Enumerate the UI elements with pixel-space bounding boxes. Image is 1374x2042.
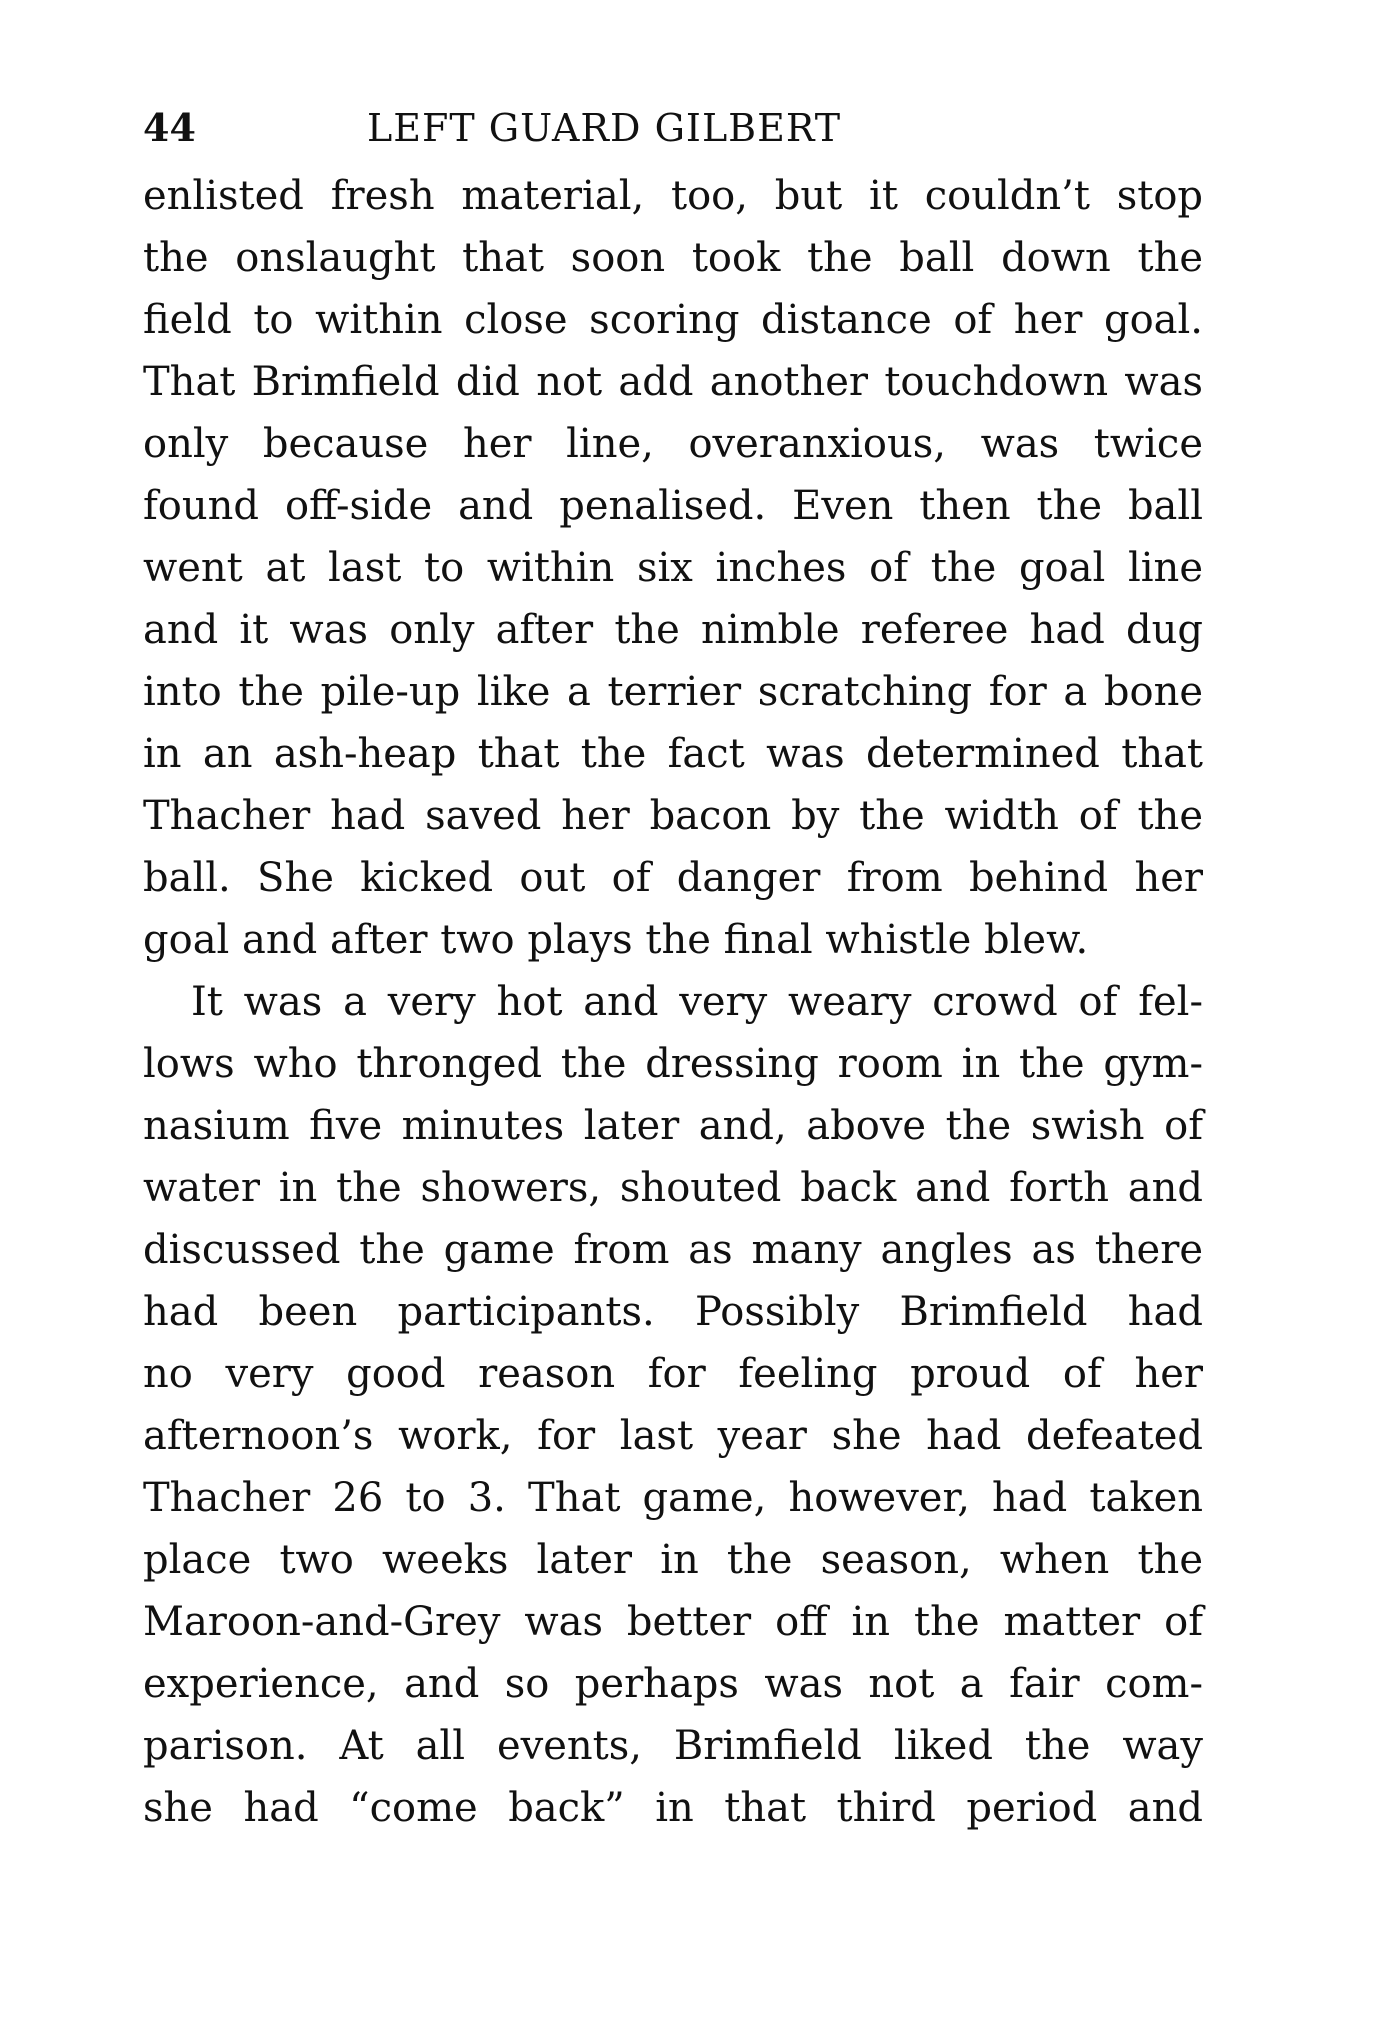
text-line: only because her line, overanxious, was twice (143, 421, 1203, 467)
text-line: discussed the game from as many angles as there (143, 1227, 1203, 1273)
page-number: 44 (143, 105, 196, 150)
text-line: the onslaught that soon took the ball down the (143, 235, 1203, 281)
text-line: afternoon’s work, for last year she had defeated (143, 1413, 1203, 1459)
running-head: LEFT GUARD GILBERT (367, 106, 842, 150)
paragraph (143, 165, 1203, 971)
text-line: field to within close scoring distance of her goal. (143, 297, 1203, 343)
page-header (143, 98, 1203, 158)
text-line: parison. At all events, Brimfield liked the way (143, 1723, 1203, 1769)
text-line: had been participants. Possibly Brimfield had (143, 1289, 1203, 1335)
paragraph (143, 971, 1203, 1839)
body-text (143, 165, 1203, 1839)
text-line: into the pile-up like a terrier scratching for a bone (143, 669, 1203, 715)
text-line: It was a very hot and very weary crowd of fel- (191, 979, 1203, 1025)
text-line: water in the showers, shouted back and forth and (143, 1165, 1203, 1211)
text-line: no very good reason for feeling proud of her (143, 1351, 1203, 1397)
text-line: ball. She kicked out of danger from behind her (143, 855, 1203, 901)
text-line: found off-side and penalised. Even then the ball (143, 483, 1203, 529)
text-line: and it was only after the nimble referee had dug (143, 607, 1203, 653)
text-line: experience, and so perhaps was not a fair com- (143, 1661, 1203, 1707)
text-line: lows who thronged the dressing room in the gym- (143, 1041, 1203, 1087)
text-line: nasium five minutes later and, above the swish of (143, 1103, 1203, 1149)
text-line: place two weeks later in the season, when the (143, 1537, 1203, 1583)
text-line: Maroon-and-Grey was better off in the matter of (143, 1599, 1203, 1645)
text-line: enlisted fresh material, too, but it couldn’t stop (143, 173, 1203, 219)
text-line: in an ash-heap that the fact was determined that (143, 731, 1203, 777)
text-line: she had “come back” in that third period and (143, 1785, 1203, 1831)
text-line: That Brimfield did not add another touchdown was (143, 359, 1203, 405)
text-line: went at last to within six inches of the goal line (143, 545, 1203, 591)
text-line: Thacher 26 to 3. That game, however, had taken (143, 1475, 1203, 1521)
text-line: goal and after two plays the final whistle blew. (143, 917, 1089, 963)
text-line: Thacher had saved her bacon by the width of the (143, 793, 1203, 839)
